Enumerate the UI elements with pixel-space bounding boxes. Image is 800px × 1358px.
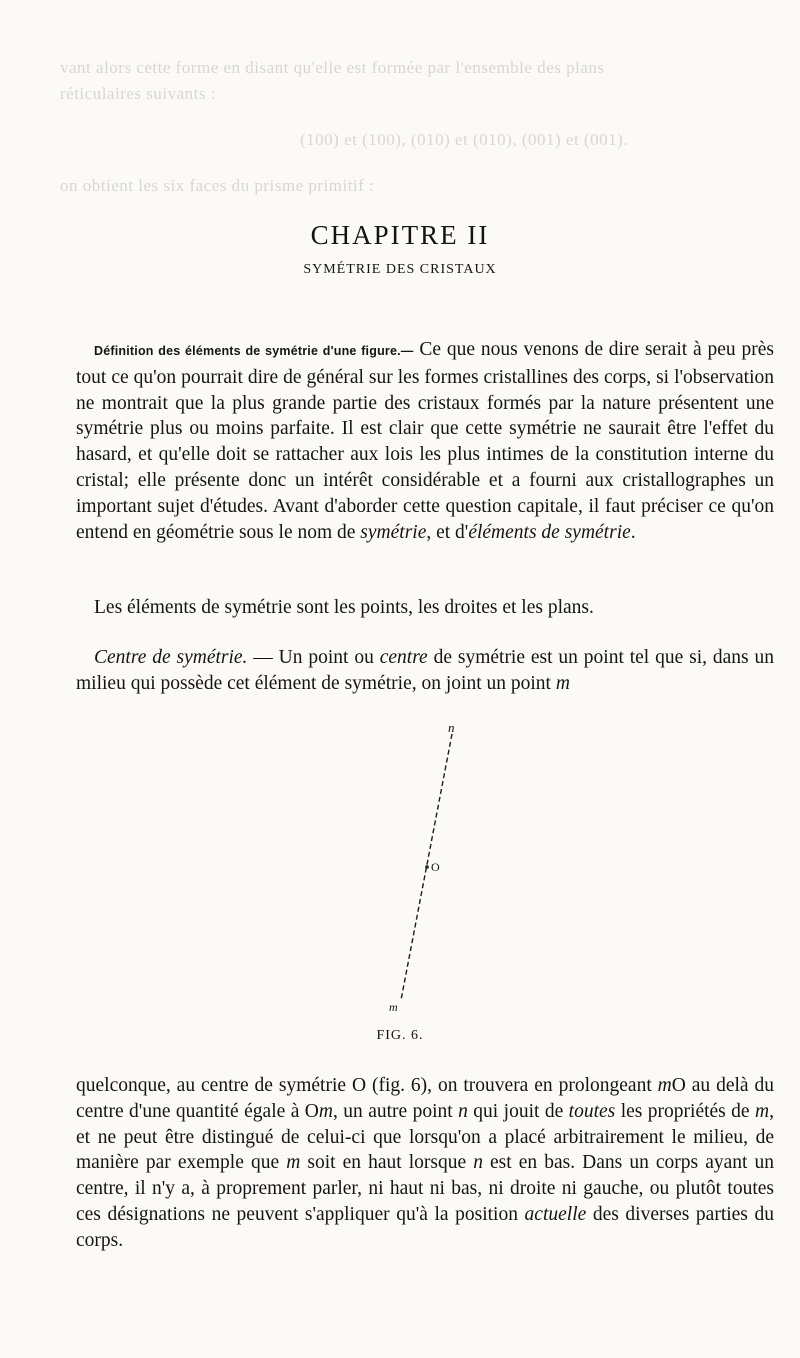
symmetry-centre-figure <box>380 720 480 1020</box>
bleed-through-line: réticulaires suivants : <box>60 84 216 103</box>
figure-caption: FIG. 6. <box>376 1028 424 1043</box>
paragraph-centre: Centre de symétrie. — Un point ou centre de symétrie est un point tel que si, dans un milieu qui possède cet élément de symétrie, on joint un point m <box>76 647 774 694</box>
paragraph-continuation: quelconque, au centre de symétrie O (fig. 6), on trouvera en prolongeant mO au delà du centre d'une quantité égale à Om, un autre point n qui jouit de toutes les propriétés de m, et ne peut être distingué de celui-ci que lorsqu'on a placé arbitrairement le milieu, de manière par exemple que m soit en haut lorsque n est en bas. Dans un corps ayant un centre, il n'y a, à proprement parler, ni haut ni bas, ni droite ni gauche, ou plutôt toutes ces désignations ne peuvent s'appliquer qu'à la position actuelle des diverses parties du corps. <box>76 1075 774 1251</box>
bleed-through-line: on obtient les six faces du prisme primitif : <box>60 176 375 195</box>
chapter-title: CHAPITRE II <box>310 220 490 251</box>
figure-label-m: m <box>389 1000 398 1014</box>
bleed-through-line: (100) et (100), (010) et (010), (001) et (001). <box>300 130 628 149</box>
section-heading: Définition des éléments de symétrie d'une figure.— <box>94 344 414 358</box>
chapter-subtitle: SYMÉTRIE DES CRISTAUX <box>303 262 497 277</box>
section-heading: Centre de symétrie. <box>94 647 248 668</box>
figure-label-center: O <box>431 860 440 874</box>
figure-label-n: n <box>448 720 455 735</box>
paragraph-elements: Les éléments de symétrie sont les points, les droites et les plans. <box>94 597 594 618</box>
paragraph-definition: Définition des éléments de symétrie d'une figure.— Ce que nous venons de dire serait à peu près tout ce qu'on pourrait dire de général sur les formes cristallines des corps, si l'observation ne montrait que la plus grande partie des cristaux formés par la nature présentent une symétrie plus ou moins parfaite. Il est clair que cette symétrie ne saurait être l'effet du hasard, et qu'elle doit se rattacher aux lois les plus intimes de la constitution interne du cristal; elle présente donc un intérêt considérable et a fourni aux cristallographes un important sujet d'études. Avant d'aborder cette question capitale, il faut préciser ce qu'on entend en géométrie sous le nom de symétrie, et d'éléments de symétrie. <box>76 339 774 543</box>
bleed-through-line: vant alors cette forme en disant qu'elle est formée par l'ensemble des plans <box>60 58 605 77</box>
